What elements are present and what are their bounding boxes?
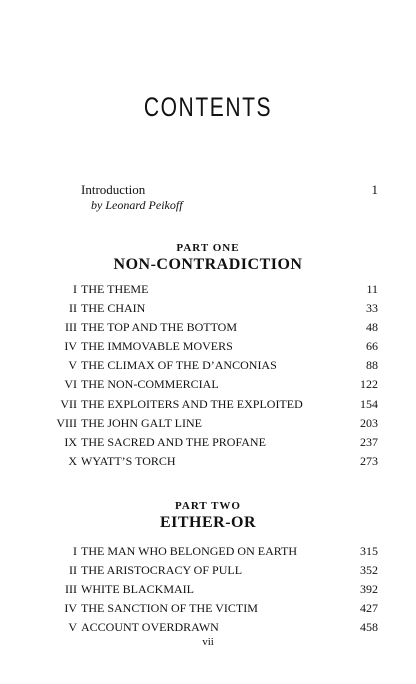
chapter-number: X: [68, 453, 77, 468]
chapter-title: THE JOHN GALT LINE: [81, 415, 202, 430]
chapter-page: 88: [366, 358, 378, 373]
introduction-byline: by Leonard Peikoff: [91, 198, 183, 212]
chapter-title: ACCOUNT OVERDRAWN: [81, 620, 219, 635]
chapter-title: THE TOP AND THE BOTTOM: [81, 320, 238, 335]
chapter-page: 154: [360, 396, 378, 411]
chapter-entry: [0, 337, 416, 356]
chapter-entry: [0, 414, 416, 433]
chapter-page: 392: [360, 582, 378, 597]
chapter-page: 273: [360, 453, 378, 468]
chapter-number: IV: [64, 601, 77, 616]
chapter-title: THE SACRED AND THE PROFANE: [81, 434, 266, 449]
chapter-entry: [0, 542, 416, 561]
chapter-title: WYATT’S TORCH: [81, 453, 176, 468]
chapter-number: IV: [64, 339, 77, 354]
chapter-number: I: [73, 282, 77, 296]
chapter-page: 427: [360, 601, 378, 616]
chapter-number: V: [68, 358, 77, 373]
chapter-page: 66: [366, 339, 378, 354]
chapter-number: III: [65, 582, 77, 597]
chapter-entry: [0, 433, 416, 452]
chapter-title: THE NON-COMMERCIAL: [81, 377, 219, 392]
part-one-title: NON-CONTRADICTION: [113, 256, 303, 273]
chapter-number: III: [65, 320, 77, 335]
chapter-number: IX: [64, 434, 77, 449]
chapter-number: II: [69, 301, 77, 316]
chapter-entry: [0, 375, 416, 394]
chapter-entry: [0, 452, 416, 471]
chapter-title: THE EXPLOITERS AND THE EXPLOITED: [81, 396, 303, 411]
part-one-label: PART ONE: [176, 242, 240, 254]
chapter-entry: [0, 599, 416, 618]
part-two-title: EITHER-OR: [159, 514, 257, 531]
chapter-page: 11: [366, 282, 378, 296]
chapter-page: 122: [360, 377, 378, 392]
part-two-label: PART TWO: [175, 500, 241, 512]
introduction-label: Introduction: [81, 182, 146, 197]
chapter-entry: [0, 356, 416, 375]
chapter-page: 48: [366, 320, 378, 335]
chapter-title: THE ARISTOCRACY OF PULL: [81, 563, 243, 578]
chapter-page: 203: [360, 415, 378, 430]
chapter-number: II: [69, 563, 77, 578]
introduction-entry: [81, 182, 378, 213]
chapter-entry: [0, 318, 416, 337]
chapter-page: 458: [360, 620, 378, 635]
part-two-chapter-list: [0, 542, 416, 637]
chapter-title: THE CHAIN: [81, 301, 146, 316]
chapter-title: THE CLIMAX OF THE D’ANCONIAS: [81, 358, 277, 373]
chapter-number: VI: [64, 377, 77, 392]
introduction-page: 1: [371, 182, 378, 197]
chapter-entry: [0, 580, 416, 599]
chapter-page: 33: [366, 301, 378, 316]
chapter-number: VIII: [56, 415, 77, 430]
chapter-title: THE IMMOVABLE MOVERS: [81, 339, 233, 354]
chapter-title: THE MAN WHO BELONGED ON EARTH: [81, 544, 298, 558]
chapter-page: 237: [360, 434, 378, 449]
page-number: vii: [202, 636, 214, 648]
chapter-entry: [0, 280, 416, 299]
chapter-page: 315: [360, 544, 378, 558]
chapter-title: WHITE BLACKMAIL: [81, 582, 194, 597]
chapter-number: I: [73, 544, 77, 558]
chapter-entry: [0, 618, 416, 637]
chapter-title: THE SANCTION OF THE VICTIM: [81, 601, 258, 616]
chapter-page: 352: [360, 563, 378, 578]
page-title: CONTENTS: [143, 92, 273, 122]
chapter-number: VII: [60, 396, 77, 411]
chapter-entry: [0, 561, 416, 580]
chapter-title: THE THEME: [81, 282, 149, 296]
part-one-chapter-list: [0, 280, 416, 471]
chapter-entry: [0, 299, 416, 318]
chapter-entry: [0, 395, 416, 414]
chapter-number: V: [68, 620, 77, 635]
